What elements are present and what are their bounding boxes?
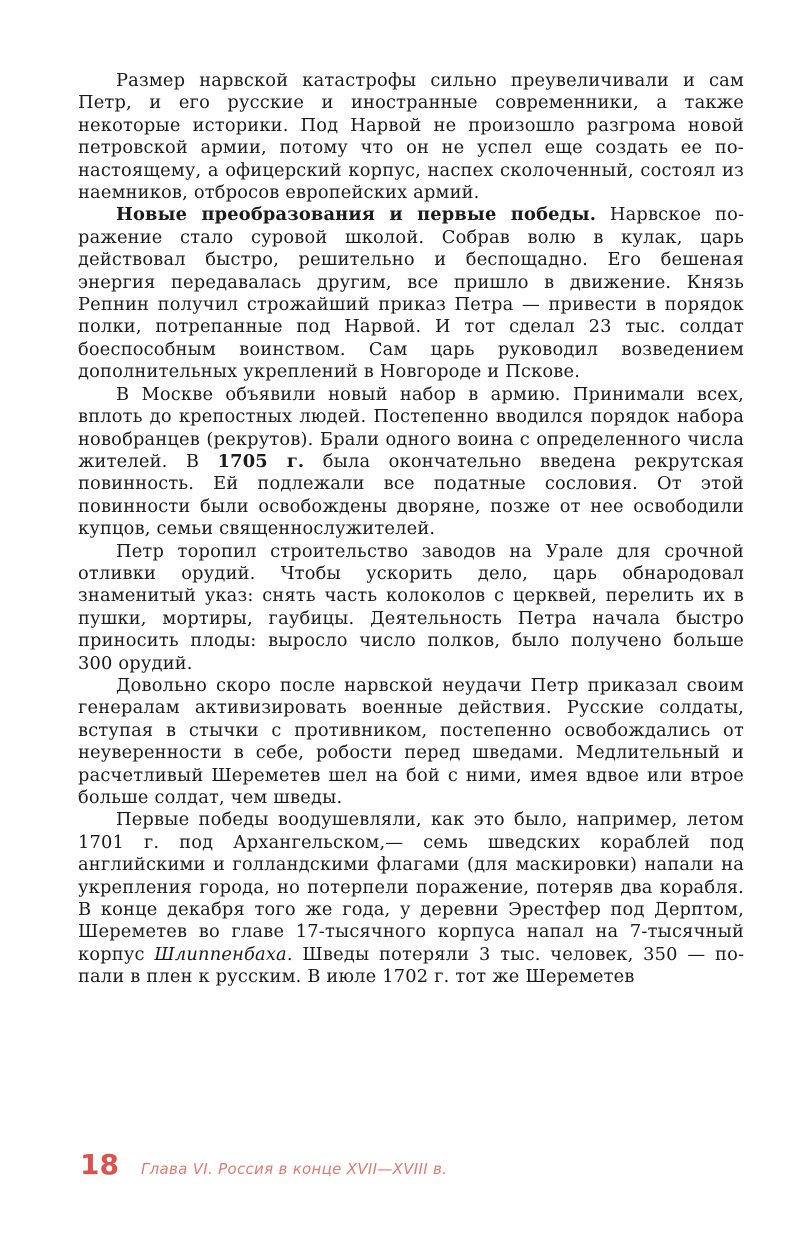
italic-name: Шлиппенбаха <box>154 943 287 965</box>
paragraph-text: Петр торопил строительство заводов на Урале для срочной отливки орудий. Чтобы ускорить дело, царь обнародовал знаменитый указ: снять часть колоколов с церквей, перелить их в пушки, мортиры, гаубицы. Деятельность Петра начала быстро приносить плоды: выросло число полков, было получено больше 300 орудий. <box>78 540 744 674</box>
paragraph-first-victories <box>78 809 744 988</box>
paragraph-text-before: В Москве объявили новый набор в армию. Принимали всех, вплоть до крепостных людей. Постепенно вводился порядок набора новобранцев (рекрутов). Брали одного воина с определенного числа жителей. В <box>78 383 744 472</box>
paragraph-text: Довольно скоро после нарвской неудачи Петр приказал своим генералам активизировать военные действия. Русские солдаты, вступая в стычки с противником, постепенно освобождались от неуверенности в себе, робости перед шведами. Медлительный и расчетливый Шереметев шел на бой с ними, имея вдвое или втрое больше солдат, чем шведы. <box>78 674 744 808</box>
paragraph-narva-catastrophe <box>78 70 744 204</box>
paragraph-text-before: Первые победы воодушевляли, как это было, например, летом 1701 г. под Архангельском,— семь шведских кораблей под английскими и голландскими флагами (для маскировки) напали на укрепления города, но потерпели поражение, потеряв два корабля. В конце декабря того же года, у деревни Эрестфер под Дерптом, Шереметев во главе 17-тысячного корпуса напал на 7-тысячный корпус <box>78 809 744 965</box>
paragraph-ural-factories <box>78 541 744 675</box>
paragraph-new-reforms <box>78 204 744 383</box>
running-head: Глава VI. Россия в конце XVII—XVIII в. <box>140 1160 448 1178</box>
paragraph-military-actions <box>78 675 744 809</box>
paragraph-text: Размер нарвской катастрофы сильно преувеличивали и сам Петр, и его русские и иностранные современники, а также некоторые историки. Под Нарвой не произошло разгрома новой петровской армии, потому что он не успел еще создать ее по-настоящему, а офицерский корпус, наспех сколоченный, состоял из наемников, отбросов европейских армий. <box>78 70 744 204</box>
paragraph-text-after: была окончательно введена рекрутская повинность. Ей подлежали все податные сословия. От этой повинности были освобождены дворяне, позже от нее освободили купцов, семьи священнослужителей. <box>78 450 744 540</box>
section-lead-heading: Новые преобразования и первые победы. <box>116 204 597 226</box>
page-number: 18 <box>80 1148 119 1181</box>
paragraph-text: Нарвское поражение стало суровой школой. Собрав волю в кулак, царь действовал быстро, решительно и беспощадно. Его бешеная энергия передавалась другим, все пришло в движение. Князь Репнин получил строжайший приказ Петра — привести в порядок полки, потрепанные под Нарвой. И тот сделал 23 тыс. солдат боеспособным воинством. Сам царь руководил возведением дополнительных укреплений в Новгороде и Пскове. <box>78 204 744 383</box>
page-footer <box>80 1148 746 1184</box>
page-body <box>78 70 744 989</box>
paragraph-recruitment <box>78 384 744 541</box>
paragraph-text-after: . Шведы потеряли 3 тыс. человек, 350 — попали в плен к русским. В июле 1702 г. тот же Шереметев <box>78 943 744 988</box>
highlighted-year: 1705 г. <box>217 450 305 472</box>
